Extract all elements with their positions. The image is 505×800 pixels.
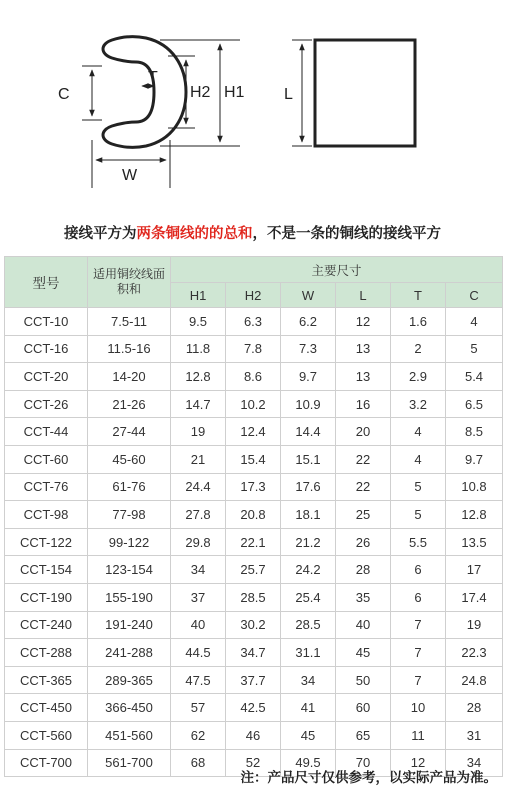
cell-area: 61-76	[88, 473, 171, 501]
cell-l: 35	[336, 583, 391, 611]
cell-l: 20	[336, 418, 391, 446]
header-main-dims: 主要尺寸	[171, 257, 503, 283]
cell-area: 451-560	[88, 721, 171, 749]
cell-c: 31	[446, 721, 503, 749]
side-view	[315, 40, 415, 146]
cell-t: 2.9	[391, 363, 446, 391]
cell-l: 13	[336, 363, 391, 391]
cell-h1: 27.8	[171, 501, 226, 529]
cell-h1: 29.8	[171, 528, 226, 556]
cell-l: 40	[336, 611, 391, 639]
cell-h1: 40	[171, 611, 226, 639]
spec-table	[4, 256, 503, 777]
cell-l: 16	[336, 390, 391, 418]
cell-model: CCT-154	[5, 556, 88, 584]
cell-h2: 17.3	[226, 473, 281, 501]
clamp-profile	[103, 37, 186, 148]
cell-h1: 21	[171, 445, 226, 473]
cell-w: 7.3	[281, 335, 336, 363]
table-row	[5, 418, 503, 446]
header-h2: H2	[226, 283, 281, 308]
wire-area-note	[0, 222, 505, 243]
cell-h1: 57	[171, 694, 226, 722]
table-row	[5, 335, 503, 363]
cell-h1: 68	[171, 749, 226, 777]
table-row	[5, 721, 503, 749]
cell-w: 21.2	[281, 528, 336, 556]
cell-t: 5	[391, 473, 446, 501]
cell-c: 4	[446, 308, 503, 336]
cell-area: 77-98	[88, 501, 171, 529]
table-row	[5, 583, 503, 611]
note-part2: ，不是一条的铜线的接线平方	[252, 226, 441, 242]
cell-w: 24.2	[281, 556, 336, 584]
cell-l: 70	[336, 749, 391, 777]
label-h2: H2	[190, 84, 211, 101]
cell-w: 14.4	[281, 418, 336, 446]
cell-c: 13.5	[446, 528, 503, 556]
cell-t: 5	[391, 501, 446, 529]
cell-c: 24.8	[446, 666, 503, 694]
cell-model: CCT-60	[5, 445, 88, 473]
cell-c: 17.4	[446, 583, 503, 611]
cell-c: 34	[446, 749, 503, 777]
cell-h1: 9.5	[171, 308, 226, 336]
cell-area: 21-26	[88, 390, 171, 418]
cell-model: CCT-98	[5, 501, 88, 529]
label-t: T	[148, 69, 158, 86]
table-row	[5, 363, 503, 391]
cell-h1: 24.4	[171, 473, 226, 501]
cell-c: 5.4	[446, 363, 503, 391]
cell-model: CCT-20	[5, 363, 88, 391]
cell-w: 9.7	[281, 363, 336, 391]
cell-l: 22	[336, 445, 391, 473]
cell-area: 241-288	[88, 639, 171, 667]
cell-w: 15.1	[281, 445, 336, 473]
cell-h2: 22.1	[226, 528, 281, 556]
cell-t: 3.2	[391, 390, 446, 418]
cell-t: 11	[391, 721, 446, 749]
cell-w: 45	[281, 721, 336, 749]
header-t: T	[391, 283, 446, 308]
cell-h1: 12.8	[171, 363, 226, 391]
cell-c: 5	[446, 335, 503, 363]
cell-t: 7	[391, 666, 446, 694]
cell-h1: 37	[171, 583, 226, 611]
cell-w: 6.2	[281, 308, 336, 336]
cell-area: 561-700	[88, 749, 171, 777]
cell-model: CCT-190	[5, 583, 88, 611]
label-h1: H1	[224, 84, 245, 101]
cell-w: 25.4	[281, 583, 336, 611]
cell-area: 99-122	[88, 528, 171, 556]
cell-h2: 34.7	[226, 639, 281, 667]
table-row	[5, 445, 503, 473]
cell-t: 1.6	[391, 308, 446, 336]
cell-l: 50	[336, 666, 391, 694]
table-row	[5, 694, 503, 722]
cell-t: 7	[391, 639, 446, 667]
table-row	[5, 473, 503, 501]
cell-h1: 19	[171, 418, 226, 446]
cell-h2: 46	[226, 721, 281, 749]
cell-c: 28	[446, 694, 503, 722]
cell-c: 17	[446, 556, 503, 584]
cell-h2: 20.8	[226, 501, 281, 529]
cell-l: 28	[336, 556, 391, 584]
cell-c: 8.5	[446, 418, 503, 446]
label-l: L	[284, 86, 293, 103]
cell-model: CCT-44	[5, 418, 88, 446]
footnote: 注：产品尺寸仅供参考，以实际产品为准。	[240, 770, 497, 786]
cell-model: CCT-700	[5, 749, 88, 777]
cell-t: 12	[391, 749, 446, 777]
cell-area: 14-20	[88, 363, 171, 391]
header-area: 适用铜绞线面积和	[88, 257, 171, 308]
label-w: W	[122, 167, 138, 184]
cell-area: 45-60	[88, 445, 171, 473]
cell-h1: 47.5	[171, 666, 226, 694]
note-part1: 接线平方为	[64, 226, 137, 242]
cell-model: CCT-288	[5, 639, 88, 667]
cell-t: 5.5	[391, 528, 446, 556]
cell-h1: 34	[171, 556, 226, 584]
cell-l: 25	[336, 501, 391, 529]
cell-w: 28.5	[281, 611, 336, 639]
cell-area: 11.5-16	[88, 335, 171, 363]
cell-model: CCT-240	[5, 611, 88, 639]
cell-c: 12.8	[446, 501, 503, 529]
cell-c: 10.8	[446, 473, 503, 501]
header-h1: H1	[171, 283, 226, 308]
cell-l: 60	[336, 694, 391, 722]
cell-l: 26	[336, 528, 391, 556]
cell-h2: 30.2	[226, 611, 281, 639]
cell-h2: 15.4	[226, 445, 281, 473]
dimension-diagram	[0, 0, 505, 210]
cell-w: 31.1	[281, 639, 336, 667]
cell-t: 4	[391, 418, 446, 446]
cell-l: 65	[336, 721, 391, 749]
cell-c: 22.3	[446, 639, 503, 667]
cell-h2: 42.5	[226, 694, 281, 722]
cell-area: 7.5-11	[88, 308, 171, 336]
note-highlight: 两条铜线的的总和	[136, 226, 253, 242]
label-c: C	[58, 86, 70, 103]
c-clamp-drawing	[0, 0, 505, 210]
header-c: C	[446, 283, 503, 308]
cell-t: 10	[391, 694, 446, 722]
cell-w: 34	[281, 666, 336, 694]
cell-h2: 28.5	[226, 583, 281, 611]
table-row	[5, 308, 503, 336]
cell-h1: 11.8	[171, 335, 226, 363]
cell-h2: 10.2	[226, 390, 281, 418]
cell-h2: 37.7	[226, 666, 281, 694]
header-model: 型号	[5, 257, 88, 308]
cell-h2: 52	[226, 749, 281, 777]
cell-l: 22	[336, 473, 391, 501]
cell-model: CCT-76	[5, 473, 88, 501]
cell-t: 7	[391, 611, 446, 639]
table-row	[5, 528, 503, 556]
cell-w: 41	[281, 694, 336, 722]
cell-model: CCT-10	[5, 308, 88, 336]
header-l: L	[336, 283, 391, 308]
header-w: W	[281, 283, 336, 308]
cell-h2: 6.3	[226, 308, 281, 336]
cell-c: 9.7	[446, 445, 503, 473]
cell-area: 191-240	[88, 611, 171, 639]
table-row	[5, 501, 503, 529]
cell-area: 123-154	[88, 556, 171, 584]
cell-h1: 44.5	[171, 639, 226, 667]
cell-w: 10.9	[281, 390, 336, 418]
table-row	[5, 666, 503, 694]
cell-c: 6.5	[446, 390, 503, 418]
cell-c: 19	[446, 611, 503, 639]
cell-t: 6	[391, 556, 446, 584]
cell-t: 2	[391, 335, 446, 363]
cell-t: 4	[391, 445, 446, 473]
cell-area: 155-190	[88, 583, 171, 611]
cell-l: 13	[336, 335, 391, 363]
cell-model: CCT-16	[5, 335, 88, 363]
cell-model: CCT-560	[5, 721, 88, 749]
cell-model: CCT-26	[5, 390, 88, 418]
cell-h2: 12.4	[226, 418, 281, 446]
cell-h1: 62	[171, 721, 226, 749]
cell-w: 17.6	[281, 473, 336, 501]
cell-l: 45	[336, 639, 391, 667]
cell-area: 366-450	[88, 694, 171, 722]
cell-h1: 14.7	[171, 390, 226, 418]
table-row	[5, 639, 503, 667]
table-row	[5, 556, 503, 584]
table-row	[5, 611, 503, 639]
cell-model: CCT-450	[5, 694, 88, 722]
spec-table-body	[5, 308, 503, 777]
cell-area: 27-44	[88, 418, 171, 446]
cell-h2: 25.7	[226, 556, 281, 584]
cell-l: 12	[336, 308, 391, 336]
cell-w: 49.5	[281, 749, 336, 777]
cell-model: CCT-122	[5, 528, 88, 556]
cell-area: 289-365	[88, 666, 171, 694]
cell-t: 6	[391, 583, 446, 611]
cell-model: CCT-365	[5, 666, 88, 694]
cell-h2: 7.8	[226, 335, 281, 363]
cell-h2: 8.6	[226, 363, 281, 391]
table-row	[5, 390, 503, 418]
cell-w: 18.1	[281, 501, 336, 529]
